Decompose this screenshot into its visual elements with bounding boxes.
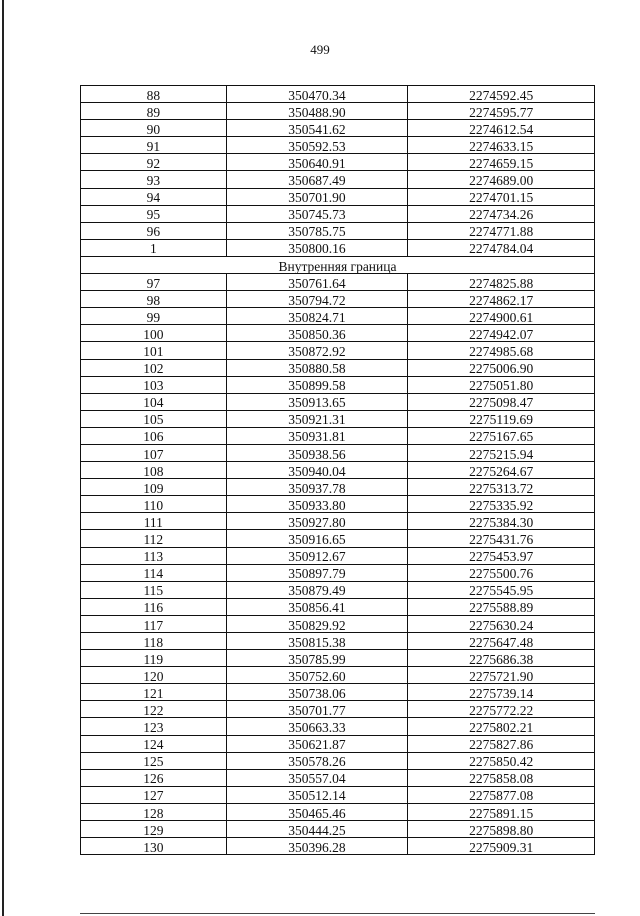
table-row [81,667,595,684]
table-row [81,239,595,256]
point-number-cell: 125 [81,752,227,769]
point-number-cell: 100 [81,325,227,342]
table-row [81,803,595,820]
y-coordinate-cell: 2274771.88 [408,222,595,239]
point-number-cell: 121 [81,684,227,701]
table-row [81,376,595,393]
x-coordinate-cell: 350879.49 [226,581,408,598]
y-coordinate-cell: 2275545.95 [408,581,595,598]
y-coordinate-cell: 2275006.90 [408,359,595,376]
point-number-cell: 115 [81,581,227,598]
page-number: 499 [310,42,330,57]
x-coordinate-cell: 350927.80 [226,513,408,530]
table-row [81,547,595,564]
table-row [81,769,595,786]
x-coordinate-cell: 350592.53 [226,137,408,154]
point-number-cell: 116 [81,598,227,615]
y-coordinate-cell: 2275313.72 [408,479,595,496]
y-coordinate-cell: 2274784.04 [408,239,595,256]
x-coordinate-cell: 350785.99 [226,650,408,667]
x-coordinate-cell: 350800.16 [226,239,408,256]
table-row [81,598,595,615]
table-row [81,496,595,513]
x-coordinate-cell: 350557.04 [226,769,408,786]
point-number-cell: 112 [81,530,227,547]
y-coordinate-cell: 2275909.31 [408,838,595,855]
table-row [81,205,595,222]
point-number-cell: 98 [81,291,227,308]
y-coordinate-cell: 2274862.17 [408,291,595,308]
x-coordinate-cell: 350899.58 [226,376,408,393]
x-coordinate-cell: 350745.73 [226,205,408,222]
x-coordinate-cell: 350913.65 [226,393,408,410]
point-number-cell: 119 [81,650,227,667]
table-row [81,530,595,547]
y-coordinate-cell: 2275051.80 [408,376,595,393]
point-number-cell: 108 [81,462,227,479]
point-number-cell: 92 [81,154,227,171]
table-row [81,222,595,239]
table-row [81,718,595,735]
point-number-cell: 111 [81,513,227,530]
section-title: Внутренняя граница [81,256,595,273]
x-coordinate-cell: 350880.58 [226,359,408,376]
y-coordinate-cell: 2274633.15 [408,137,595,154]
x-coordinate-cell: 350621.87 [226,735,408,752]
table-row [81,752,595,769]
point-number-cell: 117 [81,615,227,632]
x-coordinate-cell: 350872.92 [226,342,408,359]
point-number-cell: 99 [81,308,227,325]
y-coordinate-cell: 2275264.67 [408,462,595,479]
table-row [81,444,595,461]
y-coordinate-cell: 2275772.22 [408,701,595,718]
y-coordinate-cell: 2275686.38 [408,650,595,667]
point-number-cell: 88 [81,86,227,103]
table-row [81,684,595,701]
table-row [81,786,595,803]
table-row [81,581,595,598]
y-coordinate-cell: 2274825.88 [408,274,595,291]
y-coordinate-cell: 2275850.42 [408,752,595,769]
bottom-rule [80,913,595,914]
table-row [81,821,595,838]
y-coordinate-cell: 2275500.76 [408,564,595,581]
point-number-cell: 122 [81,701,227,718]
point-number-cell: 105 [81,410,227,427]
x-coordinate-cell: 350912.67 [226,547,408,564]
point-number-cell: 106 [81,427,227,444]
x-coordinate-cell: 350470.34 [226,86,408,103]
x-coordinate-cell: 350938.56 [226,444,408,461]
table-row [81,735,595,752]
y-coordinate-cell: 2275891.15 [408,803,595,820]
point-number-cell: 120 [81,667,227,684]
point-number-cell: 124 [81,735,227,752]
table-row [81,103,595,120]
table-row [81,188,595,205]
x-coordinate-cell: 350752.60 [226,667,408,684]
point-number-cell: 128 [81,803,227,820]
x-coordinate-cell: 350488.90 [226,103,408,120]
table-row [81,86,595,103]
y-coordinate-cell: 2275215.94 [408,444,595,461]
y-coordinate-cell: 2274942.07 [408,325,595,342]
point-number-cell: 110 [81,496,227,513]
point-number-cell: 102 [81,359,227,376]
x-coordinate-cell: 350396.28 [226,838,408,855]
point-number-cell: 118 [81,633,227,650]
x-coordinate-cell: 350916.65 [226,530,408,547]
x-coordinate-cell: 350541.62 [226,120,408,137]
table-row [81,120,595,137]
table-row [81,291,595,308]
table-row [81,479,595,496]
y-coordinate-cell: 2274900.61 [408,308,595,325]
y-coordinate-cell: 2274592.45 [408,86,595,103]
y-coordinate-cell: 2274689.00 [408,171,595,188]
table-row [81,633,595,650]
table-row [81,462,595,479]
table-row [81,410,595,427]
point-number-cell: 114 [81,564,227,581]
point-number-cell: 130 [81,838,227,855]
section-row [81,256,595,273]
table-row [81,838,595,855]
y-coordinate-cell: 2275453.97 [408,547,595,564]
table-row [81,359,595,376]
x-coordinate-cell: 350794.72 [226,291,408,308]
x-coordinate-cell: 350940.04 [226,462,408,479]
table-row [81,393,595,410]
point-number-cell: 90 [81,120,227,137]
y-coordinate-cell: 2275898.80 [408,821,595,838]
x-coordinate-cell: 350829.92 [226,615,408,632]
coordinates-table-body [81,86,595,855]
point-number-cell: 91 [81,137,227,154]
x-coordinate-cell: 350933.80 [226,496,408,513]
point-number-cell: 93 [81,171,227,188]
table-row [81,154,595,171]
point-number-cell: 127 [81,786,227,803]
x-coordinate-cell: 350850.36 [226,325,408,342]
point-number-cell: 97 [81,274,227,291]
table-row [81,564,595,581]
y-coordinate-cell: 2275335.92 [408,496,595,513]
x-coordinate-cell: 350687.49 [226,171,408,188]
y-coordinate-cell: 2275858.08 [408,769,595,786]
y-coordinate-cell: 2275721.90 [408,667,595,684]
x-coordinate-cell: 350937.78 [226,479,408,496]
point-number-cell: 1 [81,239,227,256]
y-coordinate-cell: 2275877.08 [408,786,595,803]
y-coordinate-cell: 2275739.14 [408,684,595,701]
point-number-cell: 101 [81,342,227,359]
point-number-cell: 109 [81,479,227,496]
y-coordinate-cell: 2274734.26 [408,205,595,222]
y-coordinate-cell: 2275119.69 [408,410,595,427]
point-number-cell: 94 [81,188,227,205]
x-coordinate-cell: 350815.38 [226,633,408,650]
x-coordinate-cell: 350738.06 [226,684,408,701]
point-number-cell: 95 [81,205,227,222]
table-row [81,701,595,718]
x-coordinate-cell: 350512.14 [226,786,408,803]
y-coordinate-cell: 2275384.30 [408,513,595,530]
x-coordinate-cell: 350761.64 [226,274,408,291]
point-number-cell: 89 [81,103,227,120]
y-coordinate-cell: 2275098.47 [408,393,595,410]
y-coordinate-cell: 2275588.89 [408,598,595,615]
x-coordinate-cell: 350824.71 [226,308,408,325]
x-coordinate-cell: 350640.91 [226,154,408,171]
table-row [81,650,595,667]
coordinates-table [80,85,595,855]
point-number-cell: 123 [81,718,227,735]
table-row [81,274,595,291]
point-number-cell: 107 [81,444,227,461]
table-row [81,325,595,342]
table-row [81,137,595,154]
y-coordinate-cell: 2274595.77 [408,103,595,120]
y-coordinate-cell: 2274985.68 [408,342,595,359]
x-coordinate-cell: 350921.31 [226,410,408,427]
point-number-cell: 104 [81,393,227,410]
x-coordinate-cell: 350701.77 [226,701,408,718]
y-coordinate-cell: 2274612.54 [408,120,595,137]
x-coordinate-cell: 350701.90 [226,188,408,205]
x-coordinate-cell: 350663.33 [226,718,408,735]
point-number-cell: 126 [81,769,227,786]
x-coordinate-cell: 350578.26 [226,752,408,769]
table-row [81,427,595,444]
y-coordinate-cell: 2274659.15 [408,154,595,171]
x-coordinate-cell: 350465.46 [226,803,408,820]
y-coordinate-cell: 2275630.24 [408,615,595,632]
table-row [81,513,595,530]
point-number-cell: 129 [81,821,227,838]
table-row [81,308,595,325]
table-row [81,615,595,632]
table-row [81,171,595,188]
x-coordinate-cell: 350897.79 [226,564,408,581]
x-coordinate-cell: 350931.81 [226,427,408,444]
y-coordinate-cell: 2274701.15 [408,188,595,205]
scan-edge [2,0,4,916]
point-number-cell: 113 [81,547,227,564]
x-coordinate-cell: 350856.41 [226,598,408,615]
table-row [81,342,595,359]
y-coordinate-cell: 2275647.48 [408,633,595,650]
point-number-cell: 96 [81,222,227,239]
y-coordinate-cell: 2275802.21 [408,718,595,735]
y-coordinate-cell: 2275167.65 [408,427,595,444]
x-coordinate-cell: 350785.75 [226,222,408,239]
x-coordinate-cell: 350444.25 [226,821,408,838]
point-number-cell: 103 [81,376,227,393]
y-coordinate-cell: 2275827.86 [408,735,595,752]
y-coordinate-cell: 2275431.76 [408,530,595,547]
